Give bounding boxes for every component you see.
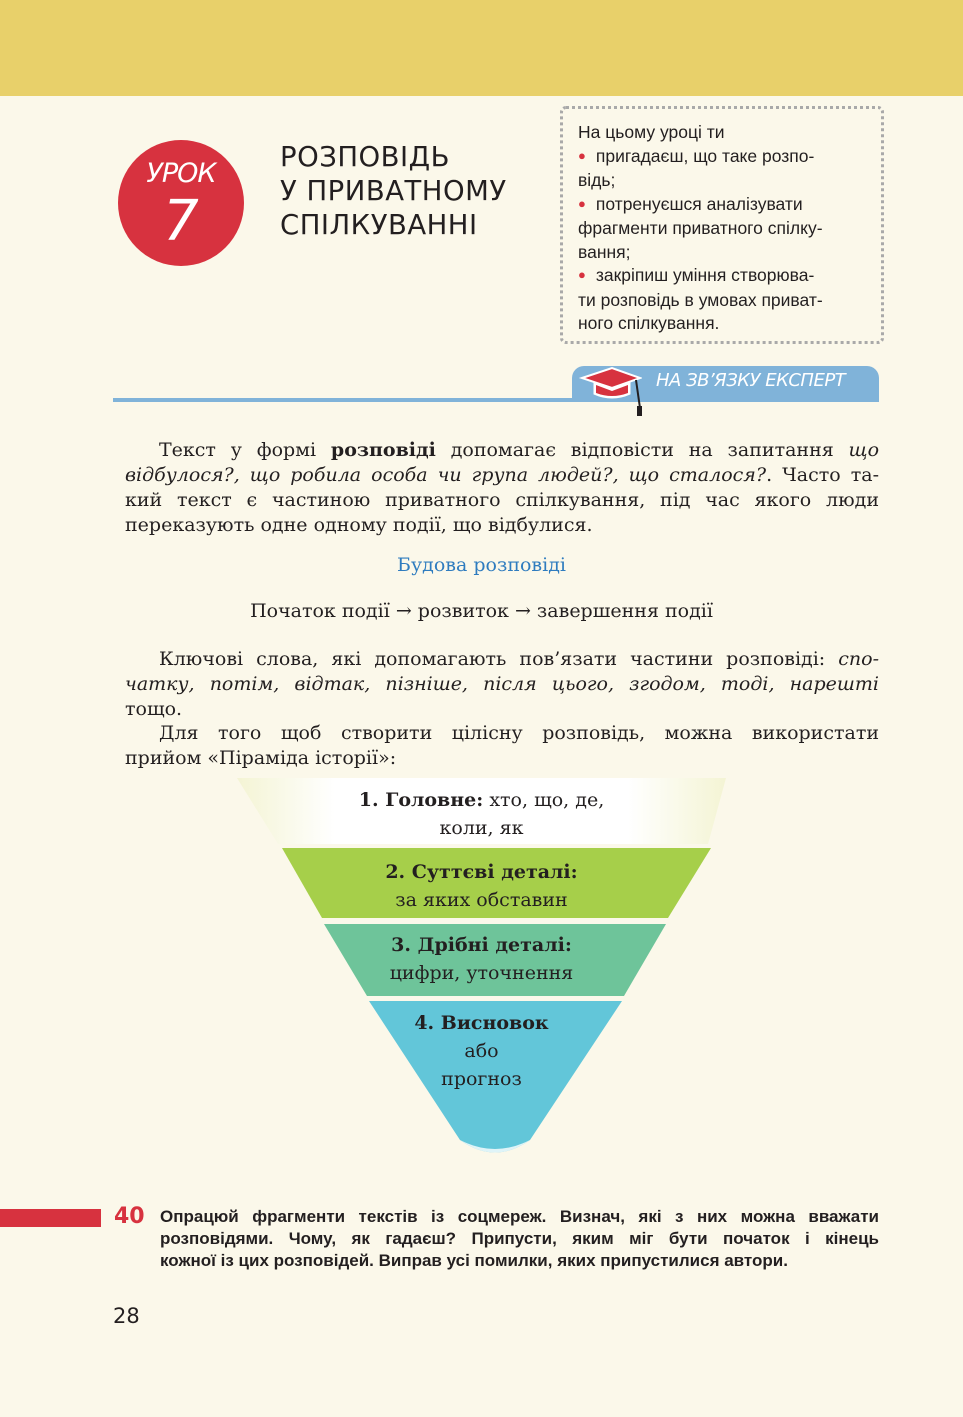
goal-line: ти розповідь в умовах приват-: [578, 289, 823, 310]
goal-line: вання;: [578, 241, 631, 262]
structure-flow: Початок події → розвиток → завершення події: [250, 600, 713, 622]
expert-label: НА ЗВ’ЯЗКУ ЕКСПЕРТ: [656, 370, 846, 391]
page-number: 28: [113, 1304, 140, 1328]
task-number: 40: [114, 1204, 145, 1229]
lesson-word: УРОК: [146, 158, 216, 189]
task-marker-bar: [0, 1209, 101, 1227]
pyramid-label-4: 4. Висновок або прогноз: [414, 1012, 549, 1090]
pyramid-label-2: 2. Суттєві деталі: за яких обставин: [385, 861, 578, 911]
bullet-icon: ●: [578, 267, 586, 282]
goal-line: ● закріпиш уміння створюва-: [578, 265, 815, 285]
pyramid-label-1: 1. Головне: хто, що, де, коли, як: [358, 789, 605, 839]
bullet-icon: ●: [578, 195, 586, 211]
structure-heading: Будова розповіді: [397, 554, 566, 576]
pyramid-label-3: 3. Дрібні деталі: цифри, уточнення: [389, 934, 574, 984]
lesson-title-line: РОЗПОВІДЬ: [280, 141, 451, 173]
lesson-title-line: У ПРИВАТНОМУ: [280, 175, 507, 207]
pyramid-intro-paragraph: Для того щоб створити цілісну розповідь, можна використати прийом «Піраміда історії»:: [125, 722, 879, 769]
lesson-title-line: СПІЛКУВАННІ: [280, 209, 478, 241]
goal-line: ● пригадаєш, що таке розпо-: [578, 145, 815, 166]
keywords-paragraph: Ключові слова, які допомагають пов’язати частини розповіді: спо- чатку, потім, відтак, пізніше, після цього, згодом, тоді, нарешті тощо.: [125, 648, 879, 720]
lesson-number: 7: [163, 189, 199, 254]
goals-intro: На цьому уроці ти: [578, 122, 725, 142]
goal-line: ● потренуєшся аналізувати: [578, 193, 803, 214]
goal-line: відь;: [578, 170, 616, 190]
goal-line: фрагменти приватного спілку-: [578, 218, 823, 238]
bullet-icon: ●: [578, 147, 586, 163]
goal-line: ного спілкування.: [578, 313, 720, 333]
intro-paragraph: Текст у формі розповіді допомагає відповісти на запитання що відбулося?, що робила особа чи група людей?, що сталося?. Часто та- кий текст є частиною приватного спілкування, під час якого люди переказують одне одному події, що відбулися.: [125, 439, 880, 536]
task-text: Опрацюй фрагменти текстів із соцмереж. Визнач, які з них можна вважати розповідями. Чому, як гадаєш? Припусти, яким міг бути початок і кінець кожної із цих розповідей. Виправ усі помилки, яких припустилися автори.: [160, 1207, 879, 1270]
